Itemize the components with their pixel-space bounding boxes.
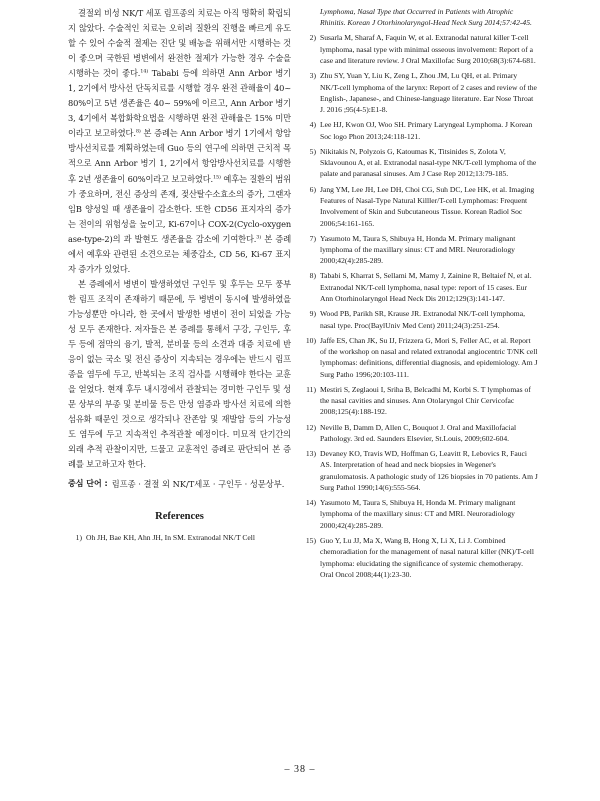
reference-item xyxy=(302,146,538,180)
reference-number: 13) xyxy=(305,449,316,459)
reference-number: 15) xyxy=(305,535,316,545)
reference-item xyxy=(302,384,538,418)
reference-item xyxy=(302,422,538,445)
citation-superscript: 14) xyxy=(140,68,149,75)
reference-text-italic: Lymphoma, Nasal Type that Occurred in Patients with Atrophic Rhinitis. Korean J Otorhinolaryngol-Head Neck Surg 2014;57:42-45. xyxy=(320,7,532,28)
reference-number: 4) xyxy=(309,120,316,130)
left-column xyxy=(68,6,291,548)
reference-item xyxy=(302,32,538,66)
keywords-label: 중심 단어 : xyxy=(68,479,108,489)
reference-item-continued xyxy=(302,6,538,29)
body-paragraph-treatment xyxy=(68,6,291,277)
reference-number: 10) xyxy=(305,335,316,345)
reference-number: 14) xyxy=(305,498,316,508)
citation-superscript: 8) xyxy=(135,128,141,135)
keywords-block xyxy=(68,477,291,491)
reference-number: 5) xyxy=(309,146,316,156)
reference-item xyxy=(302,497,538,531)
citation-superscript: 15) xyxy=(213,173,221,180)
reference-text: Yasumoto M, Taura S, Shibuya H, Honda M. Primary malignant lymphoma of the maxillary sinus: CT and MRI. Neuroradiology 2000;42(4):285-289. xyxy=(320,233,516,266)
reference-text: Tababi S, Kharrat S, Sellami M, Mamy J, Zainine R, Beltaief N, et al. Extranodal NK/T-cell lymphoma, nasal type: report of 15 cases. Eur Ann Otorhinolaryngol Head Neck Dis 2012;129(3):141-147. xyxy=(320,271,532,304)
reference-number: 6) xyxy=(309,184,316,194)
reference-number: 9) xyxy=(309,309,316,319)
page-number: – 38 – xyxy=(284,764,316,775)
reference-number: 12) xyxy=(305,422,316,432)
paragraph-text: 결절외 비성 NK/T 세포 림프종의 치료는 아직 명확히 확립되지 않았다. 수술적인 치료는 오히려 질환의 진행을 빠르게 유도할 수 있어 수술적 절제는 진단 및 배농을 위해서만 시행하는 것이 좋으며 국한된 병변에서 완전한 절제가 가능한 경우 수술을 시행하는 것이 좋다. xyxy=(68,8,291,79)
reference-item xyxy=(302,535,538,580)
citation-superscript: 3) xyxy=(256,233,262,240)
reference-text: Devaney KO, Travis WD, Hoffman G, Leavitt R, Lebovics R, Fauci AS. Interpretation of head and neck biopsies in Wegener's granulomatosis. A pathologic study of 126 biopsies in 70 patients. Am J Surg Pathol 1990;14(6):555-564. xyxy=(320,449,538,492)
reference-text: Susarla M, Sharaf A, Faquin W, et al. Extranodal natural killer T-cell lymphoma, nasal type with minimal osseous involvement: Report of a case and literature review. J Oral Maxillofac Surg 2010;68(3):674-681. xyxy=(320,33,536,66)
paragraph-text: Tababi 등에 의하면 Ann Arbor 병기 1, 2기에서 방사선 단독치료를 시행할 경우 완전 관해율이 40~80%이고 5년 생존율은 40~ 59%에 이르고, Ann Arbor 병기 3, 4기에서 복합화학요법을 시행하면 완전 관해율은 15% 미만이라고 보고하였다. xyxy=(68,68,291,139)
reference-text: Nikitakis N, Polyzois G, Katoumas K, Titsinides S, Zolota V, Sklavounou A, et al. Extranodal nasal-type NK/T-cell lymphoma of the palate and paranasal sinuses. Am J Case Rep 2012;13:79-185. xyxy=(320,146,537,179)
reference-text: Neville B, Damm D, Allen C, Bouquot J. Oral and Maxillofacial Pathology. 3rd ed. Saunders Elsevier, St.Louis, 2009;602-604. xyxy=(320,422,517,443)
paragraph-text: 본 증례에서 예후와 관련된 소견으로는 체중감소, CD 56, Ki-67 표지자 증가가 있었다. xyxy=(68,233,292,274)
reference-text: Oh JH, Bae KH, Ahn JH, In SM. Extranodal NK/T Cell xyxy=(86,533,256,543)
reference-item xyxy=(302,119,538,142)
reference-list xyxy=(302,32,538,580)
reference-number-blank xyxy=(302,6,320,29)
reference-text: Jang YM, Lee JH, Lee DH, Choi CG, Suh DC, Lee HK, et al. Imaging Features of Nasal-Type Natural Killler/T-cell Lymphomas: Frequent Involvement of Skin and Subcutaneous Tissue. Korean Radiol Soc 2006;54:161-165. xyxy=(320,184,535,228)
reference-text: Mestiri S, Zeglaoui I, Sriha B, Belcadhi M, Korbi S. T lymphomas of the nasal cavities and sinuses. Ann Otolaryngol Chir Cervicofac 2008;125(4):188-192. xyxy=(320,384,531,417)
references-heading: References xyxy=(155,511,204,523)
reference-item xyxy=(302,270,538,304)
body-paragraph-case-discussion: 본 증례에서 병변이 발생하였던 구인두 및 후두는 모두 풍부한 림프 조직이 존재하기 때문에, 두 병변이 동시에 발생하였을 가능성뿐만 아니라, 한 곳에서 발생한 병변이 전이 되었을 가능성 모두 존재한다. 저자들은 본 증례를 통해서 구강, 구인두, 후두 등에 점막의 융기, 발적, 분비물 등의 소견과 대증 치료에 반응이 없는 국소 및 전신 증상이 지속되는 경우에는 반드시 림프종을 염두에 두고, 반복되는 조직 검사를 시행해야 한다는 교훈을 얻었다. 현재 후두 내시경에서 관찰되는 경미한 구인두 및 성문 상부의 부종 및 분비물 등은 만성 염증과 방사선 치료에 의한 섬유화 때문인 것으로 생각되나 잔존암 및 재발암 등의 가능성도 염두에 두고 지속적인 추적관찰 예정이다. 미묘적 단기간의 외래 추적 관찰이지만, 드물고 교훈적인 증례로 판단되어 본 증례를 보고하고자 한다. xyxy=(68,278,291,470)
reference-number: 2) xyxy=(309,33,316,43)
reference-item xyxy=(302,335,538,380)
right-column xyxy=(302,6,538,584)
reference-item xyxy=(302,184,538,229)
reference-item xyxy=(68,532,291,543)
reference-item xyxy=(302,448,538,493)
reference-number: 3) xyxy=(309,71,316,81)
reference-text: Yasumoto M, Taura S, Shibuya H, Honda M. Primary malignant lymphoma of the maxillary sinus: CT and MRI. Neuroradiology 2000;42(4):285-289. xyxy=(320,498,516,530)
reference-item xyxy=(302,70,538,115)
paragraph-text: 본 증례는 Ann Arbor 병기 1기에서 항암방사선치료를 계획하였는데 Guo 등의 연구에 의하면 근치적 목적으로 Ann Arbor 병기 1, 2기에서 항암방사선치료를 시행한 후 2년 생존율이 60%이라고 보고하였다. xyxy=(68,128,291,184)
reference-text: Jaffe ES, Chan JK, Su IJ, Frizzera G, Mori S, Feller AC, et al. Report of the workshop on nasal and related extranodal angiocentric T/NK cell lymphomas: definitions, differential diagnosis, and epidemiology. Am J Surg Patho 1996;20:103-111. xyxy=(320,335,538,379)
reference-number: 11) xyxy=(306,384,316,394)
reference-text: Lee HJ, Kwon OJ, Woo SH. Primary Laryngeal Lymphoma. J Korean Soc logo Phon 2013;24:118-121. xyxy=(320,120,533,141)
reference-item xyxy=(302,233,538,267)
keywords-text: 림프종 · 결절 외 NK/T세포 · 구인두 · 성문상부. xyxy=(111,479,285,490)
reference-number: 8) xyxy=(309,271,316,281)
reference-number: 1) xyxy=(75,533,82,543)
paragraph-text: 예후는 질환의 범위가 중요하며, 전신 증상의 존재, 젖산탈수소효소의 증가, 그랜자임B 양성일 때 생존율이 감소한다. 또한 CD56 표지자의 증가는 전이의 위험성을 높이고, Ki-67이나 COX-2(Cyclo-oxygenase-type-2)의 과 발현도 생존율을 감소에 기여한다. xyxy=(68,173,291,244)
reference-item xyxy=(302,308,538,331)
reference-text: Zhu SY, Yuan Y, Liu K, Zeng L, Zhou JM, Lu QH, et al. Primary NK/T-cell lymphoma of the larynx: Report of 2 cases and review of the English-, Japanese-, and Chinese-language literature. Ear Nose Throat J. 2016 ;95(4-5):E1-8. xyxy=(320,71,537,115)
reference-number: 7) xyxy=(309,233,316,243)
reference-text xyxy=(320,6,538,29)
reference-text: Guo Y, Lu JJ, Ma X, Wang B, Hong X, Li X, Li J. Combined chemoradiation for the management of nasal natural killer (NK)/T-cell lymphoma: elucidating the significance of systemic chemotherapy. Oral Oncol 2008;44(1):23-30. xyxy=(320,535,534,579)
reference-text: Wood PB, Parikh SR, Krause JR. Extranodal NK/T-cell lymphoma, nasal type. Proc(BaylUniv Med Cent) 2011;24(3):251-254. xyxy=(320,309,525,330)
